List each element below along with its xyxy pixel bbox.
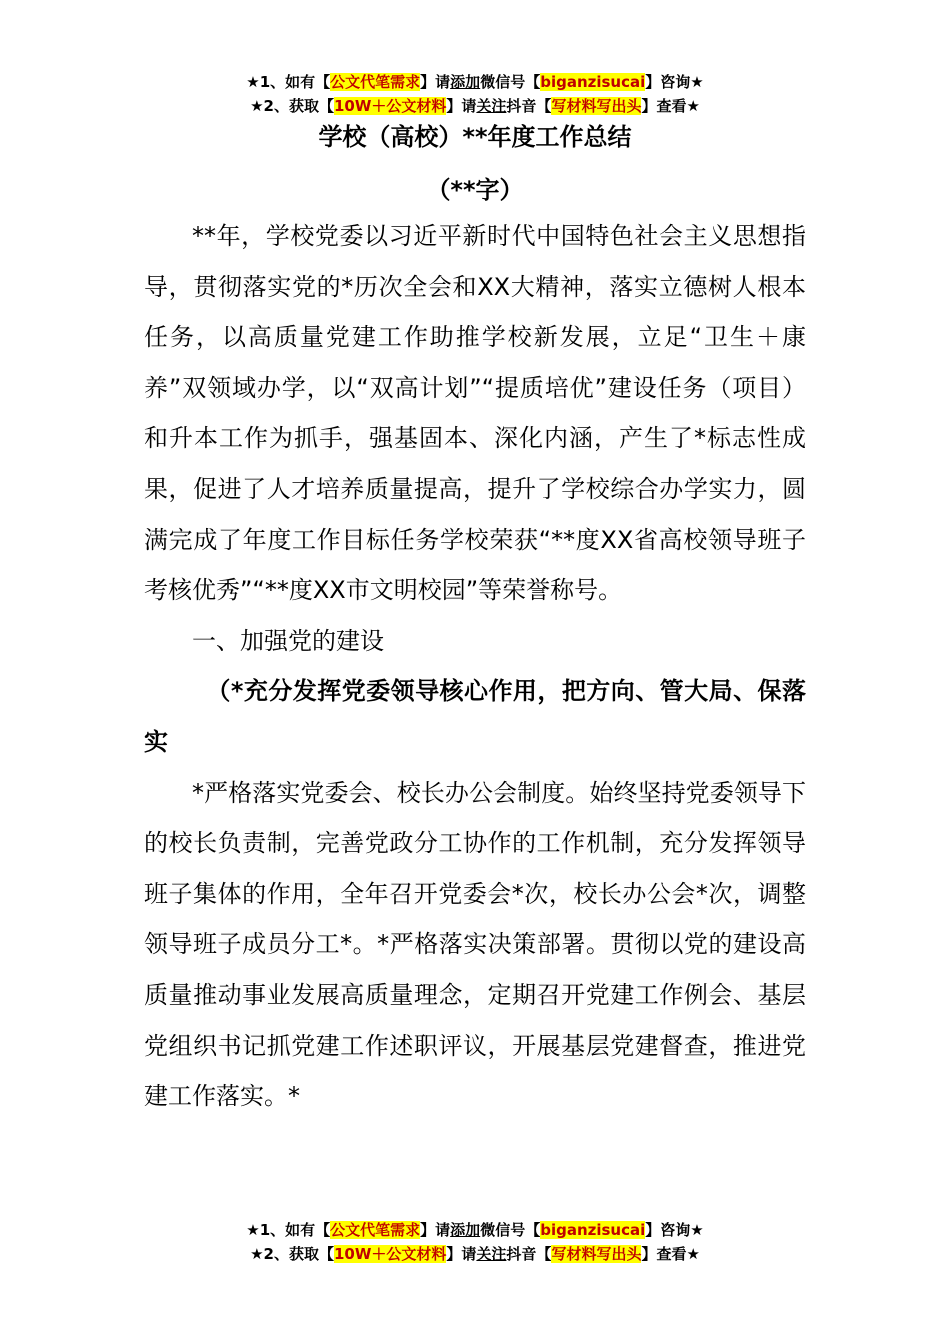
banner-line-1 — [0, 1218, 950, 1242]
highlight-wechat-id: biganzisucai — [540, 1221, 646, 1239]
highlight-douyin: 写材料写出头 — [551, 97, 642, 115]
document-body — [144, 211, 806, 1122]
banner-text: 1、如有【 — [259, 73, 331, 91]
star-icon: ★ — [250, 1245, 264, 1263]
banner-underline: 关注 — [476, 97, 507, 115]
banner-text: 】请 — [420, 73, 451, 91]
banner-underline: 关注 — [476, 1245, 507, 1263]
highlight-wechat-id: biganzisucai — [540, 73, 646, 91]
star-icon: ★ — [686, 1245, 700, 1263]
banner-text: 】咨询 — [645, 1221, 691, 1239]
highlight-materials: 10W＋公文材料 — [333, 1245, 447, 1263]
banner-text: 1、如有【 — [259, 1221, 331, 1239]
banner-text: 】请 — [446, 1245, 477, 1263]
star-icon: ★ — [246, 73, 260, 91]
subsection-heading: （*充分发挥党委领导核心作用，把方向、管大局、保落实 — [144, 677, 806, 756]
highlight-douyin: 写材料写出头 — [551, 1245, 642, 1263]
document-title: 学校（高校）**年度工作总结 — [318, 123, 632, 151]
banner-text: 2、获取【 — [263, 97, 334, 115]
banner-text: 微信号【 — [480, 73, 541, 91]
banner-line-2 — [0, 1242, 950, 1266]
banner-text: 】查看 — [641, 97, 687, 115]
banner-text: 】咨询 — [645, 73, 691, 91]
banner-underline: 添加 — [450, 73, 481, 91]
paragraph-body: *严格落实党委会、校长办公会制度。始终坚持党委领导下的校长负责制，完善党政分工协作的工作机制，充分发挥领导班子集体的作用，全年召开党委会*次，校长办公会*次，调整领导班子成员分工*。*严格落实决策部署。贯彻以党的建设高质量推动事业发展高质量理念，定期召开党建工作例会、基层党组织书记抓党建工作述职评议，开展基层党建督查，推进党建工作落实。* — [144, 778, 806, 1111]
banner-line-1 — [0, 70, 950, 94]
section-heading: 一、加强党的建设 — [192, 626, 384, 655]
banner-text: 抖音【 — [506, 1245, 552, 1263]
banner-text: 2、获取【 — [263, 1245, 334, 1263]
banner-text: 】查看 — [641, 1245, 687, 1263]
highlight-service: 公文代笔需求 — [330, 73, 421, 91]
star-icon: ★ — [690, 73, 704, 91]
banner-text: 】请 — [446, 97, 477, 115]
document-subtitle: （**字） — [426, 176, 524, 204]
star-icon: ★ — [690, 1221, 704, 1239]
banner-line-2 — [0, 94, 950, 118]
top-banner — [0, 70, 950, 118]
star-icon: ★ — [686, 97, 700, 115]
paragraph-intro: **年，学校党委以习近平新时代中国特色社会主义思想指导，贯彻落实党的*历次全会和XX大精神，落实立德树人根本任务，以高质量党建工作助推学校新发展，立足“卫生＋康养”双领域办学，以“双高计划”“提质培优”建设任务（项目）和升本工作为抓手，强基固本、深化内涵，产生了*标志性成果，促进了人才培养质量提高，提升了学校综合办学实力，圆满完成了年度工作目标任务学校荣获“**度XX省高校领导班子考核优秀”“**度XX市文明校园”等荣誉称号。 — [144, 222, 806, 605]
banner-underline: 添加 — [450, 1221, 481, 1239]
highlight-materials: 10W＋公文材料 — [333, 97, 447, 115]
banner-text: 抖音【 — [506, 97, 552, 115]
bottom-banner — [0, 1218, 950, 1266]
highlight-service: 公文代笔需求 — [330, 1221, 421, 1239]
star-icon: ★ — [250, 97, 264, 115]
banner-text: 】请 — [420, 1221, 451, 1239]
star-icon: ★ — [246, 1221, 260, 1239]
banner-text: 微信号【 — [480, 1221, 541, 1239]
